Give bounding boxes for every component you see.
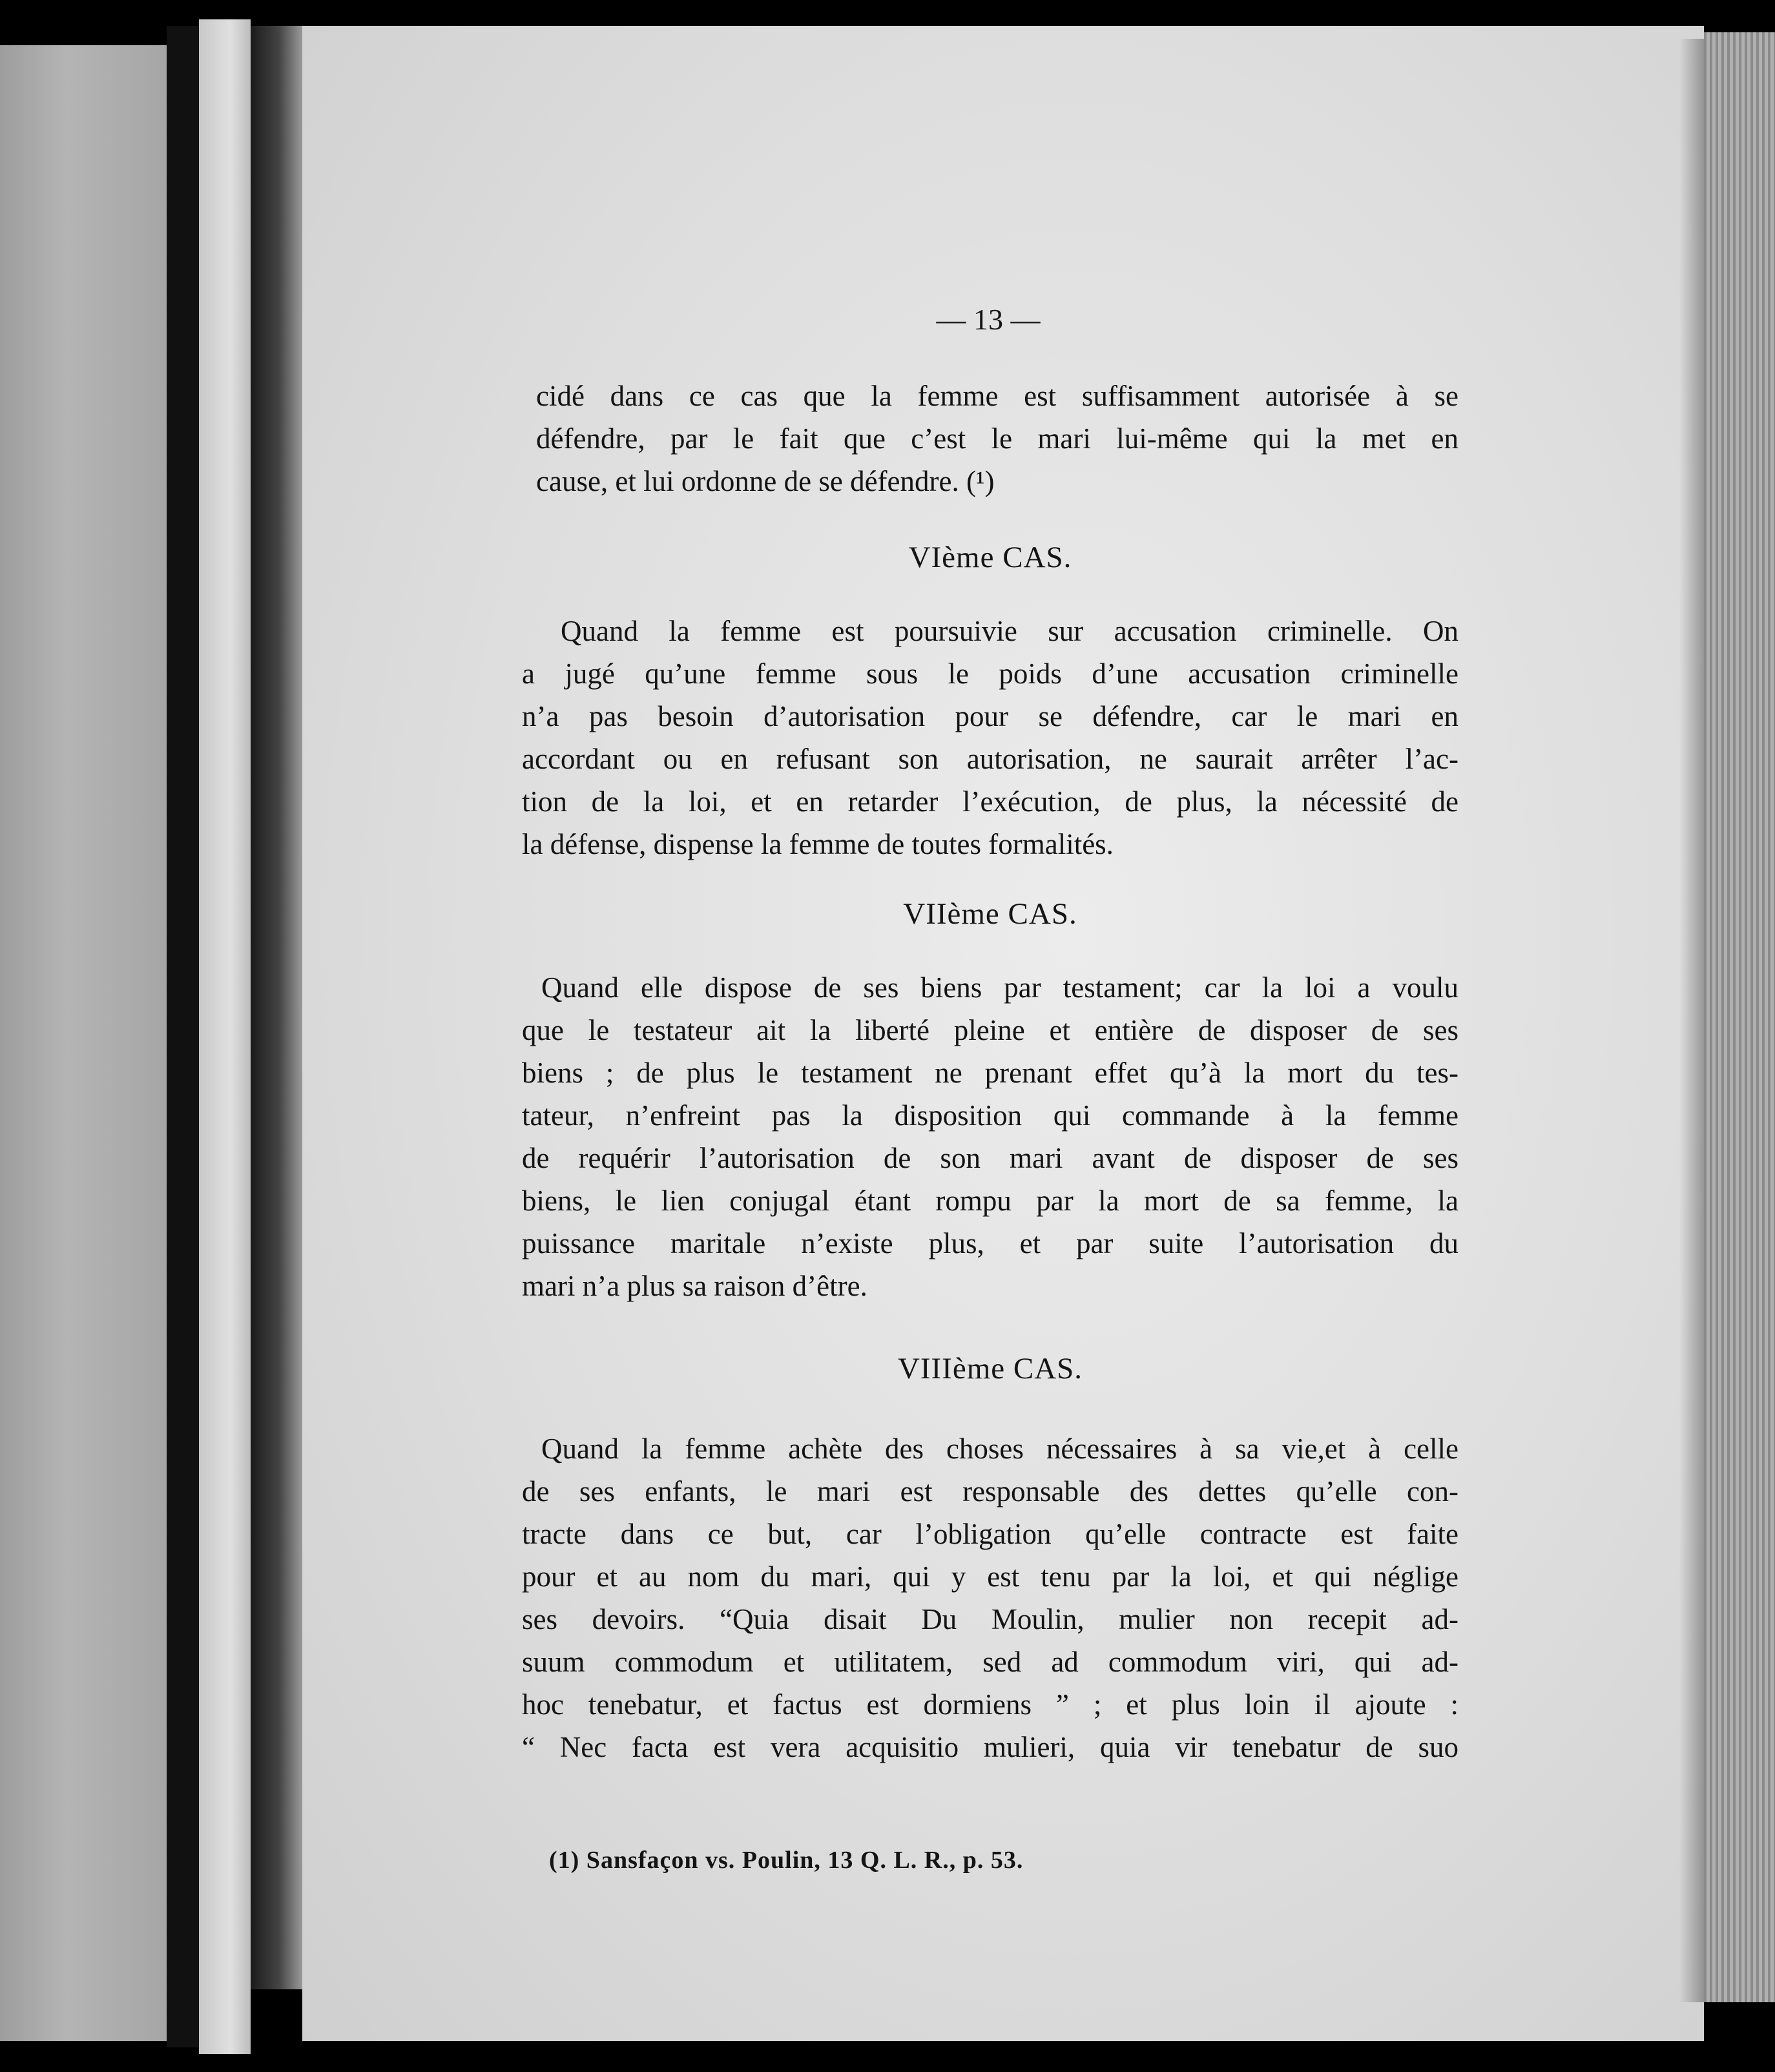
text-line: biens, le lien conjugal étant rompu par la mort de sa femme, la: [522, 1185, 1458, 1217]
text-line: mari n’a plus sa raison d’être.: [522, 1270, 867, 1302]
gutter-leaf: [199, 19, 251, 2054]
text-line: hoc tenebatur, et factus est dormiens ” ; et plus loin il ajoute :: [522, 1688, 1458, 1721]
text-line: puissance maritale n’existe plus, et par suite l’autorisation du: [522, 1227, 1458, 1259]
section-viii-paragraph: [522, 1427, 1458, 1768]
gutter-shadow: [167, 26, 199, 2047]
section-heading-viii: VIIIème CAS.: [897, 1352, 1083, 1385]
text-line: Quand la femme achète des choses nécessaires à sa vie,et à celle: [541, 1433, 1458, 1465]
footnote: (1) Sansfaçon vs. Poulin, 13 Q. L. R., p. 53.: [549, 1847, 1024, 1874]
binding-shadow: [251, 26, 302, 1989]
text-line: de requérir l’autorisation de son mari avant de disposer de ses: [522, 1142, 1458, 1174]
text-line: Quand elle dispose de ses biens par testament; car la loi a voulu: [541, 971, 1458, 1004]
text-line: biens ; de plus le testament ne prenant effet qu’à la mort du tes-: [522, 1057, 1458, 1089]
footnote-reference: (¹): [966, 465, 995, 497]
text-line: tracte dans ce but, car l’obligation qu’elle contracte est faite: [522, 1518, 1458, 1550]
text-line: la défense, dispense la femme de toutes formalités.: [522, 828, 1114, 860]
text-line: tateur, n’enfreint pas la disposition qui commande à la femme: [522, 1099, 1458, 1132]
section-heading-vii: VIIème CAS.: [903, 897, 1077, 931]
page-edges: [1704, 32, 1775, 2002]
text-line: défendre, par le fait que c’est le mari lui-même qui la met en: [536, 422, 1458, 455]
section-heading-vi: VIème CAS.: [908, 541, 1072, 574]
text-line: que le testateur ait la liberté pleine et entière de disposer de ses: [522, 1014, 1458, 1046]
section-vii-paragraph: [522, 966, 1458, 1307]
text-line: “ Nec facta est vera acquisitio mulieri, quia vir tenebatur de suo: [522, 1731, 1458, 1763]
text-line: pour et au nom du mari, qui y est tenu par la loi, et qui néglige: [522, 1560, 1458, 1593]
page-number: — 13 —: [936, 303, 1041, 336]
section-vi-paragraph: [522, 610, 1458, 865]
text-line: de ses enfants, le mari est responsable des dettes qu’elle con-: [522, 1475, 1458, 1507]
intro-paragraph: [536, 375, 1458, 502]
text-line: Quand la femme est poursuivie sur accusation criminelle. On: [561, 615, 1458, 647]
text-line: a jugé qu’une femme sous le poids d’une accusation criminelle: [522, 658, 1458, 690]
text-line: cidé dans ce cas que la femme est suffisamment autorisée à se: [536, 380, 1458, 412]
text-line-content: cause, et lui ordonne de se défendre.: [536, 465, 959, 497]
text-line: n’a pas besoin d’autorisation pour se défendre, car le mari en: [522, 700, 1458, 732]
text-line: ses devoirs. “Quia disait Du Moulin, mulier non recepit ad-: [522, 1603, 1458, 1635]
text-line: suum commodum et utilitatem, sed ad commodum viri, qui ad-: [522, 1646, 1458, 1678]
text-line: accordant ou en refusant son autorisation, ne saurait arrêter l’ac-: [522, 743, 1458, 775]
text-line: [536, 460, 1458, 502]
previous-leaf: [0, 45, 167, 2041]
body-text: [522, 375, 1458, 1768]
text-line: tion de la loi, et en retarder l’exécution, de plus, la nécessité de: [522, 785, 1458, 818]
